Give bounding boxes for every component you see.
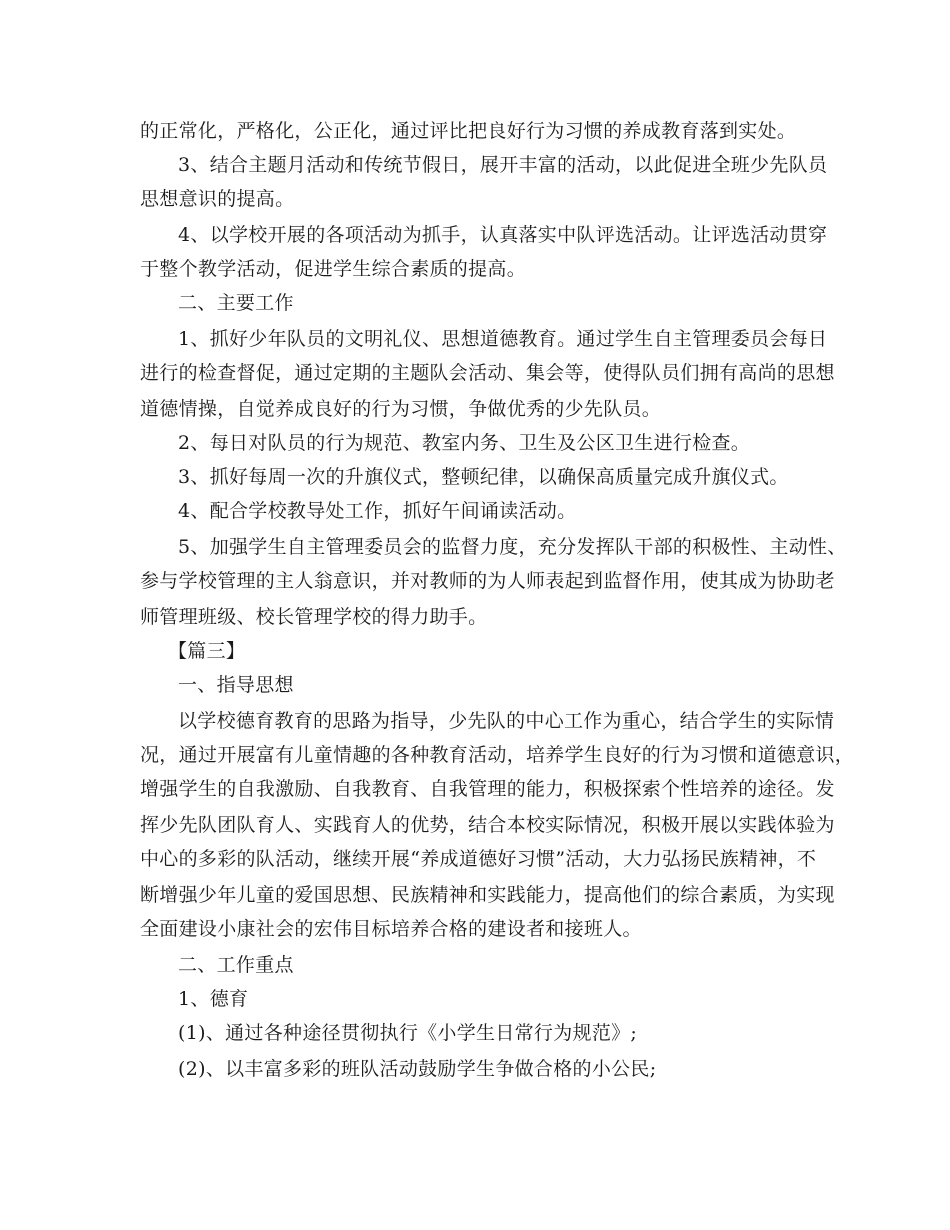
paragraph-line: 于整个教学活动，促进学生综合素质的提高。 [140,258,527,280]
paragraph-line: 思想意识的提高。 [140,188,295,210]
paragraph-line: 挥少先队团队育人、实践育人的优势，结合本校实际情况，积极开展以实践体验为 [140,814,835,836]
paragraph-line: 中心的多彩的队活动，继续开展“养成道德好习惯”活动，大力弘扬民族精神，不 [140,848,817,870]
list-item: (2)、以丰富多彩的班队活动鼓励学生争做合格的小公民; [178,1058,657,1080]
list-item: (1)、通过各种途径贯彻执行《小学生日常行为规范》; [178,1022,638,1044]
paragraph-line: 5、加强学生自主管理委员会的监督力度，充分发挥队干部的积极性、主动性、 [178,536,847,558]
paragraph-line: 断增强少年儿童的爱国思想、民族精神和实践能力，提高他们的综合素质，为实现 [140,884,835,906]
paragraph-line: 全面建设小康社会的宏伟目标培养合格的建设者和接班人。 [140,918,642,940]
paragraph-line: 的正常化，严格化，公正化，通过评比把良好行为习惯的养成教育落到实处。 [140,120,797,142]
paragraph-line: 道德情操，自觉养成良好的行为习惯，争做优秀的少先队员。 [140,398,662,420]
part-heading: 【篇三】 [168,640,246,662]
paragraph-line: 况，通过开展富有儿童情趣的各种教育活动，培养学生良好的行为习惯和道德意识， [140,744,855,766]
section-heading: 二、主要工作 [178,292,294,314]
paragraph-line: 师管理班级、校长管理学校的得力助手。 [140,606,488,628]
section-heading: 二、工作重点 [178,954,294,976]
paragraph-line: 进行的检查督促，通过定期的主题队会活动、集会等，使得队员们拥有高尚的思想 [140,362,835,384]
paragraph-line: 增强学生的自我激励、自我教育、自我管理的能力，积极探索个性培养的途径。发 [140,778,835,800]
paragraph-line: 参与学校管理的主人翁意识，并对教师的为人师表起到监督作用，使其成为协助老 [140,570,835,592]
paragraph-line: 1、抓好少年队员的文明礼仪、思想道德教育。通过学生自主管理委员会每日 [178,328,828,350]
paragraph-line: 4、以学校开展的各项活动为抓手，认真落实中队评选活动。让评选活动贯穿 [178,224,828,246]
paragraph-line: 3、结合主题月活动和传统节假日，展开丰富的活动，以此促进全班少先队员 [178,154,828,176]
paragraph-line: 4、配合学校教导处工作，抓好午间诵读活动。 [178,500,577,522]
paragraph-line: 3、抓好每周一次的升旗仪式，整顿纪律，以确保高质量完成升旗仪式。 [178,466,789,488]
section-heading: 一、指导思想 [178,674,294,696]
paragraph-line: 2、每日对队员的行为规范、教室内务、卫生及公区卫生进行检查。 [178,432,751,454]
subsection-heading: 1、德育 [178,988,249,1010]
paragraph-line: 以学校德育教育的思路为指导，少先队的中心工作为重心，结合学生的实际情 [178,710,835,732]
